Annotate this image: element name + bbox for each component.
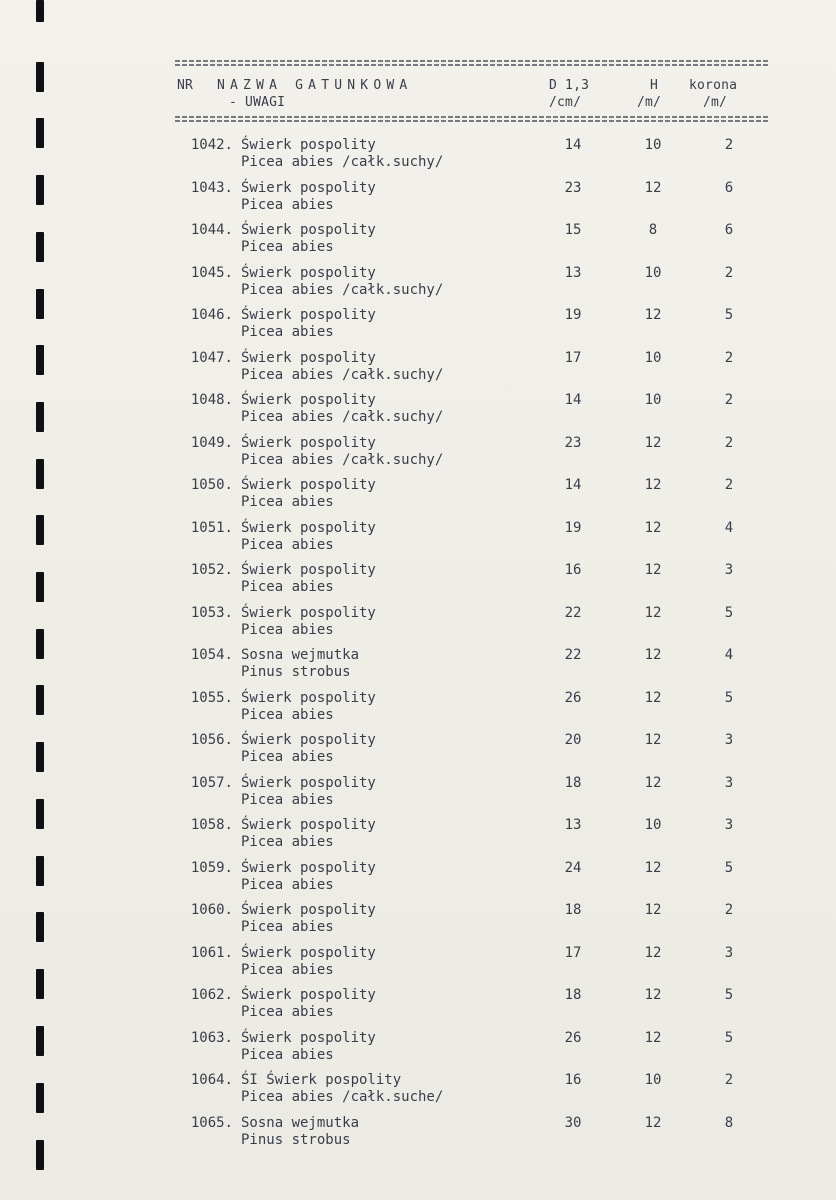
height-value: 12: [644, 647, 662, 663]
latin-name-remarks: Pinus strobus: [241, 1132, 351, 1148]
crown-value: 3: [724, 945, 734, 961]
crown-value: 3: [724, 562, 734, 578]
tree-row: [0, 520, 836, 560]
crown-value: 2: [724, 435, 734, 451]
tree-number: 1061.: [190, 945, 233, 961]
height-value: 12: [644, 987, 662, 1003]
height-value: 12: [644, 605, 662, 621]
crown-value: 3: [724, 817, 734, 833]
tree-row: [0, 1115, 836, 1155]
diameter-value: 26: [564, 690, 582, 706]
common-name: Świerk pospolity: [241, 817, 376, 833]
latin-name-remarks: Picea abies: [241, 749, 334, 765]
tree-number: 1050.: [190, 477, 233, 493]
latin-name-remarks: Picea abies /całk.suchy/: [241, 452, 444, 468]
latin-name-remarks: Picea abies: [241, 1004, 334, 1020]
latin-name-remarks: Picea abies: [241, 1047, 334, 1063]
common-name: Świerk pospolity: [241, 307, 376, 323]
tree-row: [0, 435, 836, 475]
crown-value: 6: [724, 180, 734, 196]
height-value: 12: [644, 860, 662, 876]
crown-value: 4: [724, 647, 734, 663]
common-name: Świerk pospolity: [241, 392, 376, 408]
latin-name-remarks: Picea abies: [241, 919, 334, 935]
crown-value: 2: [724, 477, 734, 493]
latin-name-remarks: Picea abies: [241, 622, 334, 638]
crown-value: 6: [724, 222, 734, 238]
tree-number: 1060.: [190, 902, 233, 918]
tree-number: 1049.: [190, 435, 233, 451]
tree-row: [0, 605, 836, 645]
tree-row: [0, 902, 836, 942]
latin-name-remarks: Picea abies: [241, 792, 334, 808]
tree-number: 1048.: [190, 392, 233, 408]
diameter-value: 19: [564, 307, 582, 323]
tree-row: [0, 180, 836, 220]
latin-name-remarks: Picea abies: [241, 834, 334, 850]
header-nazwa-gatunkowa: NAZWA GATUNKOWA: [217, 78, 413, 93]
tree-row: [0, 775, 836, 815]
header-korona-unit: /m/: [703, 95, 728, 110]
common-name: Świerk pospolity: [241, 945, 376, 961]
tree-row: [0, 817, 836, 857]
tree-number: 1056.: [190, 732, 233, 748]
tree-number: 1058.: [190, 817, 233, 833]
crown-value: 5: [724, 690, 734, 706]
tree-number: 1065.: [190, 1115, 233, 1131]
height-value: 12: [644, 477, 662, 493]
height-value: 10: [644, 350, 662, 366]
common-name: Świerk pospolity: [241, 902, 376, 918]
height-value: 10: [644, 137, 662, 153]
header-uwagi: - UWAGI: [229, 95, 286, 110]
tree-number: 1042.: [190, 137, 233, 153]
diameter-value: 13: [564, 817, 582, 833]
diameter-value: 24: [564, 860, 582, 876]
header-d13-unit: /cm/: [549, 95, 582, 110]
crown-value: 3: [724, 732, 734, 748]
latin-name-remarks: Picea abies /całk.suchy/: [241, 409, 444, 425]
common-name: Świerk pospolity: [241, 137, 376, 153]
common-name: Świerk pospolity: [241, 222, 376, 238]
tree-row: [0, 350, 836, 390]
crown-value: 5: [724, 860, 734, 876]
crown-value: 4: [724, 520, 734, 536]
common-name: Sosna wejmutka: [241, 1115, 360, 1131]
latin-name-remarks: Picea abies: [241, 494, 334, 510]
tree-row: [0, 222, 836, 262]
height-value: 12: [644, 520, 662, 536]
latin-name-remarks: Picea abies /całk.suchy/: [241, 154, 444, 170]
diameter-value: 22: [564, 647, 582, 663]
diameter-value: 20: [564, 732, 582, 748]
latin-name-remarks: Picea abies: [241, 877, 334, 893]
diameter-value: 15: [564, 222, 582, 238]
common-name: Świerk pospolity: [241, 435, 376, 451]
top-double-rule: [175, 60, 770, 66]
diameter-value: 23: [564, 180, 582, 196]
latin-name-remarks: Picea abies: [241, 239, 334, 255]
common-name: Sosna wejmutka: [241, 647, 360, 663]
height-value: 12: [644, 732, 662, 748]
header-nr: NR: [177, 78, 194, 93]
tree-row: [0, 732, 836, 772]
height-value: 12: [644, 562, 662, 578]
diameter-value: 26: [564, 1030, 582, 1046]
height-value: 12: [644, 902, 662, 918]
tree-number: 1055.: [190, 690, 233, 706]
diameter-value: 18: [564, 902, 582, 918]
tree-number: 1062.: [190, 987, 233, 1003]
tree-number: 1064.: [190, 1072, 233, 1088]
tree-row: [0, 477, 836, 517]
tree-row: [0, 562, 836, 602]
crown-value: 2: [724, 392, 734, 408]
crown-value: 5: [724, 1030, 734, 1046]
common-name: Świerk pospolity: [241, 860, 376, 876]
common-name: Świerk pospolity: [241, 987, 376, 1003]
tree-row: [0, 860, 836, 900]
tree-row: [0, 1072, 836, 1112]
height-value: 12: [644, 1115, 662, 1131]
crown-value: 5: [724, 987, 734, 1003]
common-name: Świerk pospolity: [241, 477, 376, 493]
diameter-value: 14: [564, 477, 582, 493]
tree-row: [0, 945, 836, 985]
tree-number: 1044.: [190, 222, 233, 238]
tree-row: [0, 265, 836, 305]
tree-number: 1059.: [190, 860, 233, 876]
height-value: 12: [644, 690, 662, 706]
diameter-value: 16: [564, 1072, 582, 1088]
tree-row: [0, 647, 836, 687]
height-value: 10: [644, 817, 662, 833]
height-value: 12: [644, 307, 662, 323]
crown-value: 5: [724, 307, 734, 323]
diameter-value: 16: [564, 562, 582, 578]
latin-name-remarks: Picea abies: [241, 579, 334, 595]
common-name: Świerk pospolity: [241, 520, 376, 536]
common-name: Świerk pospolity: [241, 1030, 376, 1046]
diameter-value: 17: [564, 350, 582, 366]
latin-name-remarks: Picea abies: [241, 537, 334, 553]
diameter-value: 17: [564, 945, 582, 961]
tree-number: 1052.: [190, 562, 233, 578]
height-value: 12: [644, 945, 662, 961]
common-name: Świerk pospolity: [241, 562, 376, 578]
tree-number: 1046.: [190, 307, 233, 323]
diameter-value: 18: [564, 775, 582, 791]
crown-value: 8: [724, 1115, 734, 1131]
latin-name-remarks: Picea abies /całk.suchy/: [241, 282, 444, 298]
header-d13: D 1,3: [549, 78, 590, 93]
height-value: 8: [648, 222, 658, 238]
latin-name-remarks: Pinus strobus: [241, 664, 351, 680]
header-double-rule: [175, 116, 770, 122]
header-korona: korona: [689, 78, 738, 93]
height-value: 10: [644, 265, 662, 281]
latin-name-remarks: Picea abies: [241, 324, 334, 340]
diameter-value: 14: [564, 137, 582, 153]
tree-row: [0, 690, 836, 730]
diameter-value: 30: [564, 1115, 582, 1131]
height-value: 12: [644, 775, 662, 791]
tree-row: [0, 392, 836, 432]
height-value: 12: [644, 435, 662, 451]
common-name: Świerk pospolity: [241, 732, 376, 748]
binding-hole: [36, 62, 44, 92]
tree-row: [0, 987, 836, 1027]
crown-value: 2: [724, 265, 734, 281]
common-name: Świerk pospolity: [241, 350, 376, 366]
tree-number: 1051.: [190, 520, 233, 536]
tree-number: 1054.: [190, 647, 233, 663]
latin-name-remarks: Picea abies: [241, 197, 334, 213]
crown-value: 3: [724, 775, 734, 791]
header-h: H: [650, 78, 659, 93]
tree-number: 1053.: [190, 605, 233, 621]
common-name: Świerk pospolity: [241, 605, 376, 621]
diameter-value: 23: [564, 435, 582, 451]
tree-number: 1047.: [190, 350, 233, 366]
height-value: 12: [644, 1030, 662, 1046]
diameter-value: 13: [564, 265, 582, 281]
common-name: Świerk pospolity: [241, 775, 376, 791]
header-h-unit: /m/: [637, 95, 662, 110]
common-name: Świerk pospolity: [241, 265, 376, 281]
diameter-value: 14: [564, 392, 582, 408]
crown-value: 5: [724, 605, 734, 621]
height-value: 10: [644, 392, 662, 408]
crown-value: 2: [724, 1072, 734, 1088]
crown-value: 2: [724, 350, 734, 366]
diameter-value: 18: [564, 987, 582, 1003]
tree-row: [0, 1030, 836, 1070]
crown-value: 2: [724, 137, 734, 153]
binding-hole: [36, 0, 44, 22]
height-value: 12: [644, 180, 662, 196]
common-name: ŚI Świerk pospolity: [241, 1072, 402, 1088]
tree-number: 1043.: [190, 180, 233, 196]
latin-name-remarks: Picea abies: [241, 962, 334, 978]
common-name: Świerk pospolity: [241, 690, 376, 706]
tree-number: 1063.: [190, 1030, 233, 1046]
common-name: Świerk pospolity: [241, 180, 376, 196]
tree-number: 1057.: [190, 775, 233, 791]
tree-number: 1045.: [190, 265, 233, 281]
diameter-value: 19: [564, 520, 582, 536]
crown-value: 2: [724, 902, 734, 918]
height-value: 10: [644, 1072, 662, 1088]
latin-name-remarks: Picea abies: [241, 707, 334, 723]
latin-name-remarks: Picea abies /całk.suche/: [241, 1089, 444, 1105]
diameter-value: 22: [564, 605, 582, 621]
latin-name-remarks: Picea abies /całk.suchy/: [241, 367, 444, 383]
tree-row: [0, 137, 836, 177]
tree-row: [0, 307, 836, 347]
